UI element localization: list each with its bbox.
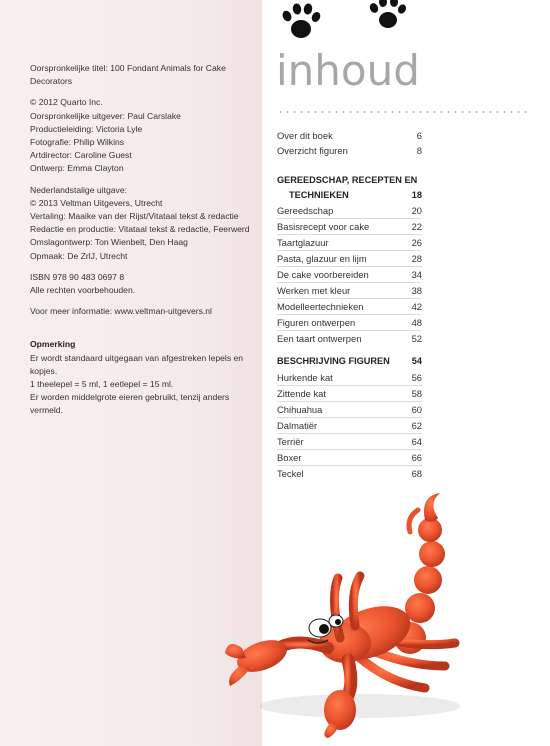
toc-row[interactable] (277, 251, 422, 267)
paw-print-icon (280, 0, 324, 44)
toc-page: 34 (411, 269, 422, 280)
toc-row[interactable] (277, 402, 422, 418)
toc-label: Modelleertechnieken (277, 301, 364, 312)
dotted-divider (277, 111, 527, 113)
isbn: ISBN 978 90 483 0697 8 (30, 271, 125, 282)
original-title: Oorspronkelijke titel: 100 Fondant Animals for Cake Decorators (30, 63, 226, 87)
photography: Fotografie: Philip Wilkins (30, 137, 125, 148)
toc-row[interactable] (277, 235, 422, 251)
toc-intro (277, 128, 422, 158)
toc-row[interactable] (277, 299, 422, 315)
design: Ontwerp: Emma Clayton (30, 163, 124, 174)
toc-title: inhoud (276, 46, 420, 95)
original-publisher: Oorspronkelijke uitgever: Paul Carslake (30, 110, 181, 121)
toc-page: 48 (411, 317, 422, 328)
copyright-original: © 2012 Quarto Inc. (30, 97, 103, 108)
cover-design: Omslagontwerp: Ton Wienbelt, Den Haag (30, 237, 188, 248)
toc-row[interactable] (277, 315, 422, 331)
toc-page: 28 (411, 253, 422, 264)
toc-heading-page: 54 (411, 356, 422, 366)
toc-page: 38 (411, 285, 422, 296)
more-info: Voor meer informatie: www.veltman-uitgevers.nl (30, 306, 212, 317)
toc-label: Werken met kleur (277, 285, 351, 296)
art-director: Artdirector: Caroline Guest (30, 150, 132, 161)
toc-heading: BESCHRIJVING FIGUREN (277, 356, 390, 366)
translation: Vertaling: Maaike van der Rijst/Vitataal tekst & redactie (30, 211, 239, 222)
toc-label: Basisrecept voor cake (277, 221, 370, 232)
toc-row[interactable] (277, 434, 422, 450)
toc-row[interactable] (277, 450, 422, 466)
toc-label: De cake voorbereiden (277, 269, 369, 280)
toc-page: 60 (411, 404, 422, 415)
colophon (30, 62, 252, 418)
toc-label: Pasta, glazuur en lijm (277, 253, 367, 264)
production-lead: Productieleiding: Victoria Lyle (30, 123, 143, 134)
scorpion-image (220, 488, 470, 738)
toc-label: Teckel (277, 468, 304, 479)
toc-page: 62 (411, 420, 422, 431)
toc-label: Chihuahua (277, 404, 323, 415)
toc-page: 56 (411, 372, 422, 383)
toc-page: 6 (416, 130, 422, 141)
toc-label: Zittende kat (277, 388, 326, 399)
toc-row[interactable] (277, 370, 422, 386)
toc-page: 42 (411, 301, 422, 312)
toc-heading-line-1: GEREEDSCHAP, RECEPTEN EN (277, 175, 418, 185)
toc-page: 20 (411, 205, 422, 216)
editing: Redactie en productie: Vitataal tekst & redactie, Feerwerd (30, 224, 250, 235)
toc-row[interactable] (277, 128, 422, 143)
toc-page: 68 (411, 468, 422, 479)
rights: Alle rechten voorbehouden. (30, 285, 136, 296)
toc-row[interactable] (277, 331, 422, 346)
note-line-2: 1 theelepel = 5 ml, 1 eetlepel = 15 ml. (30, 379, 174, 390)
toc-label: Overzicht figuren (277, 145, 348, 156)
toc-row[interactable] (277, 418, 422, 434)
note-title: Opmerking (30, 339, 76, 350)
toc-row[interactable] (277, 283, 422, 299)
toc-label: Hurkende kat (277, 372, 333, 383)
toc-section-heading[interactable] (277, 354, 422, 369)
toc-label: Een taart ontwerpen (277, 333, 362, 344)
toc-tools (277, 173, 422, 346)
toc-label: Over dit boek (277, 130, 333, 141)
paw-print-icon (368, 0, 408, 32)
toc-label: Figuren ontwerpen (277, 317, 356, 328)
note-line-3: Er worden middelgrote eieren gebruikt, tenzij anders vermeld. (30, 392, 230, 416)
toc-heading-line-2: TECHNIEKEN (289, 190, 349, 200)
toc-page: 58 (411, 388, 422, 399)
toc-page: 8 (416, 145, 422, 156)
toc-row[interactable] (277, 466, 422, 481)
toc-label: Dalmatiër (277, 420, 318, 431)
toc-label: Gereedschap (277, 205, 334, 216)
layout-credit: Opmaak: De ZrlJ, Utrecht (30, 250, 128, 261)
toc-row[interactable] (277, 267, 422, 283)
dutch-edition: Nederlandstalige uitgave: (30, 184, 127, 195)
toc-page: 52 (411, 333, 422, 344)
toc-heading-page: 18 (411, 190, 422, 200)
toc-label: Terriër (277, 436, 304, 447)
toc-figures (277, 354, 422, 481)
copyright-dutch: © 2013 Veltman Uitgevers, Utrecht (30, 197, 163, 208)
toc-row[interactable] (277, 219, 422, 235)
toc-page: 22 (411, 221, 422, 232)
toc-page: 64 (411, 436, 422, 447)
toc-row[interactable] (277, 203, 422, 219)
toc-section-heading[interactable] (277, 173, 422, 203)
note-line-1: Er wordt standaard uitgegaan van afgestreken lepels en kopjes. (30, 352, 244, 376)
toc-page: 26 (411, 237, 422, 248)
toc-label: Boxer (277, 452, 302, 463)
toc-row[interactable] (277, 386, 422, 402)
toc-row[interactable] (277, 143, 422, 158)
toc-label: Taartglazuur (277, 237, 329, 248)
toc-page: 66 (411, 452, 422, 463)
